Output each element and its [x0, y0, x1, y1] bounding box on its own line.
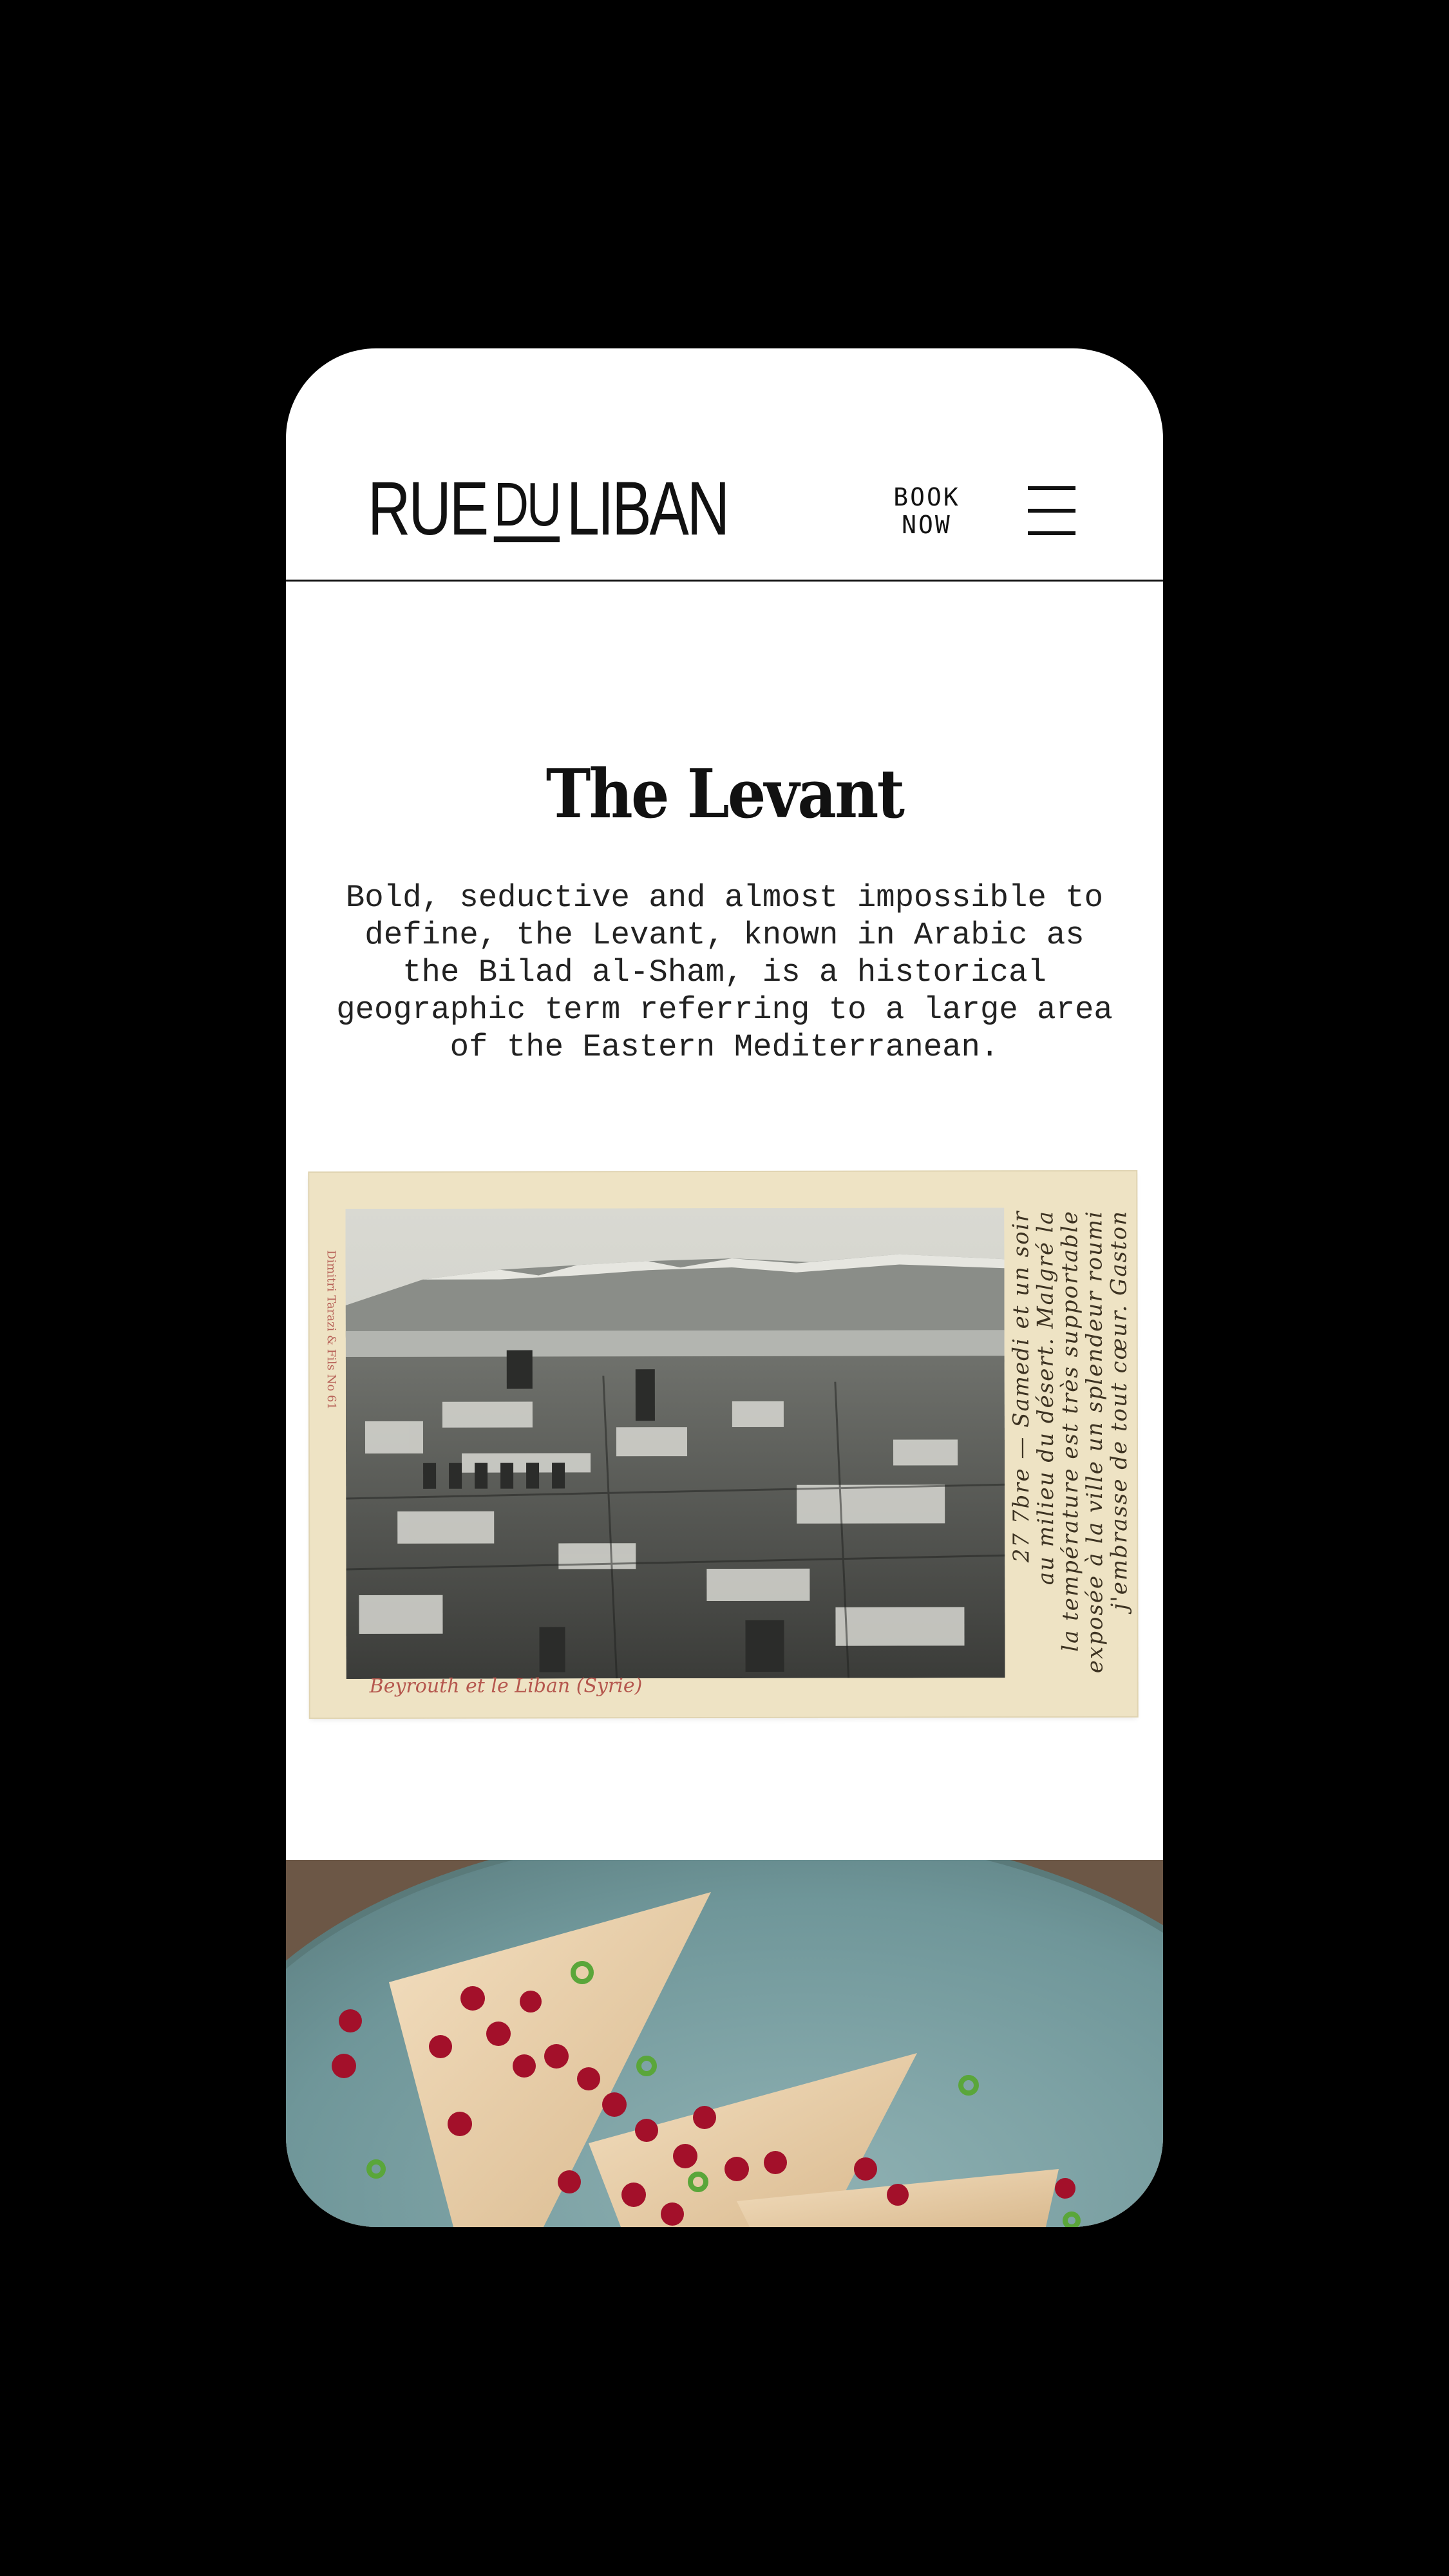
logo-word-rue: RUE [368, 466, 487, 551]
rue-du-liban-logo[interactable] [368, 466, 728, 551]
book-now-line1: BOOK [893, 483, 960, 511]
handwriting-line-2: au milieu du désert. Malgré la [1032, 1210, 1059, 1586]
hamburger-menu-icon[interactable] [1028, 486, 1075, 535]
handwriting-line-4: exposée à la ville un splendeur roumi [1081, 1209, 1108, 1674]
site-header [286, 348, 1163, 582]
beirut-panorama-photo [345, 1208, 1005, 1679]
handwriting-line-5: j'embrasse de tout cœur. Gaston [1106, 1209, 1133, 1611]
phone-screen [286, 348, 1163, 2227]
section-title: The Levant [545, 753, 904, 833]
section-body: Bold, seductive and almost impossible to define, the Levant, known in Arabic as the Bilad al-Sham, is a historical geographic term referring to a large area of the Eastern Mediterranean. [336, 880, 1113, 1065]
menu-bar-middle [1028, 509, 1075, 513]
logo-word-liban: LIBAN [566, 466, 728, 551]
handwritten-note [1008, 1210, 1134, 1712]
postcard-publisher-text: Dimitri Tarazi & Fils No 61 [324, 1250, 338, 1410]
handwriting-line-1: 27 7bre — Samedi et un soir [1008, 1210, 1035, 1563]
book-now-button[interactable] [878, 484, 975, 539]
food-photo-pastries-pomegranate [286, 1860, 1163, 2227]
menu-bar-bottom [1028, 531, 1075, 535]
vintage-postcard-image [309, 1171, 1137, 1718]
handwriting-line-3: la température est très supportable [1057, 1210, 1084, 1652]
menu-bar-top [1028, 486, 1075, 490]
book-now-line2: NOW [902, 511, 952, 539]
postcard-caption: Beyrouth et le Liban (Syrie) [369, 1674, 643, 1698]
logo-word-du: DU [494, 477, 560, 542]
